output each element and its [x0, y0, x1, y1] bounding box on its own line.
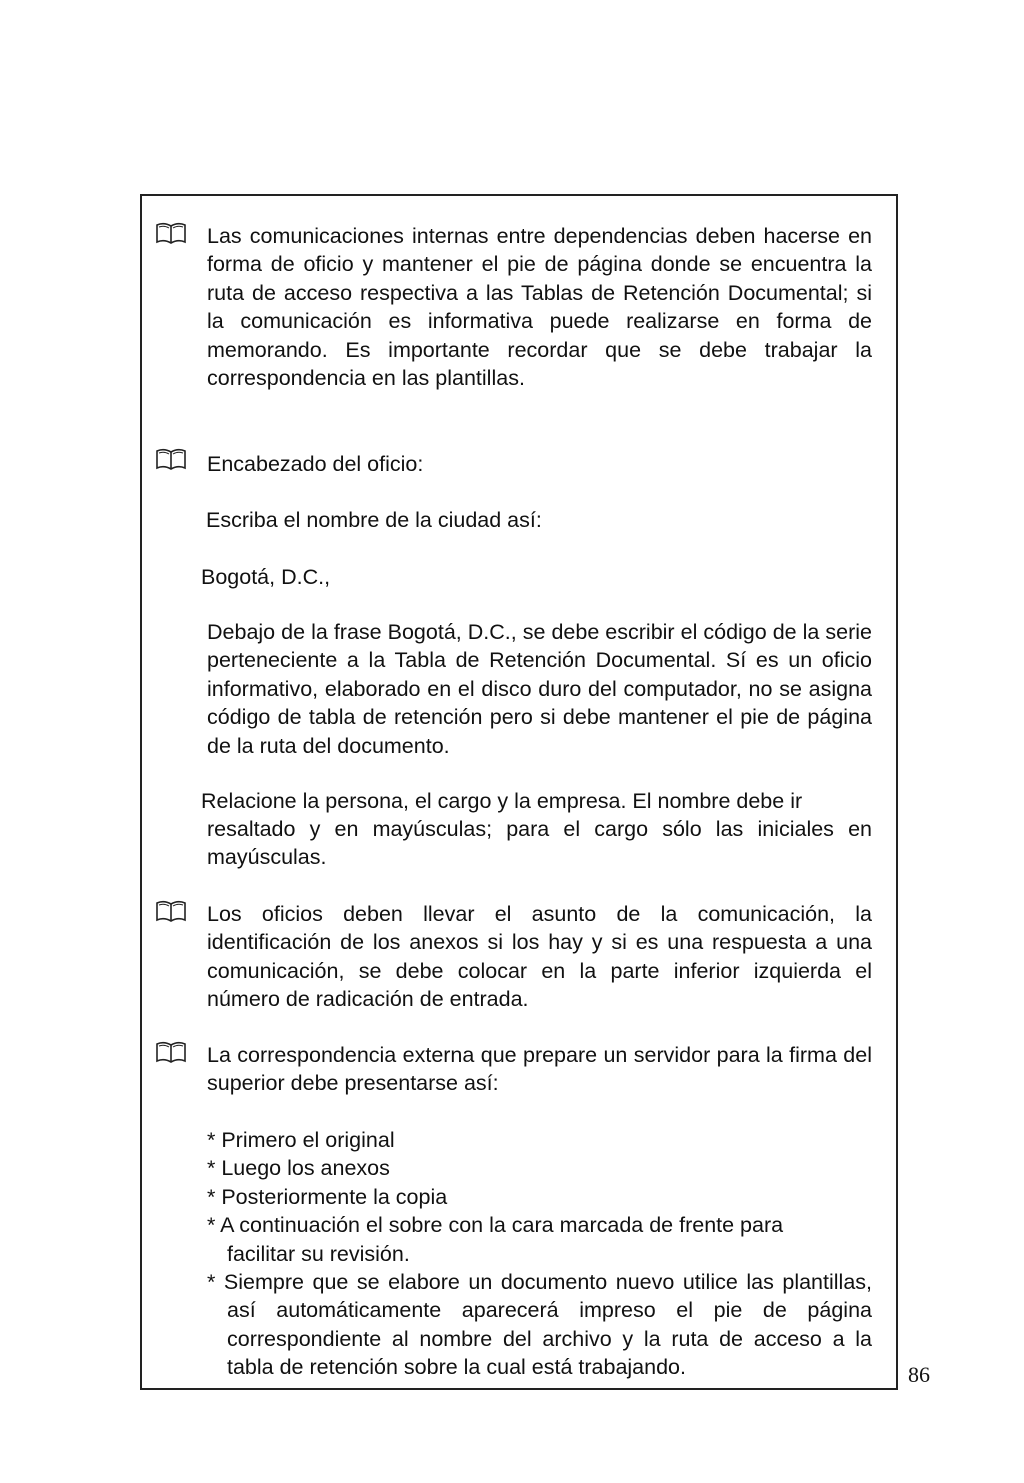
paragraph-recipient-first-line: Relacione la persona, el cargo y la empresa. El nombre debe ir	[201, 789, 803, 813]
book-icon	[155, 900, 187, 924]
paragraph-external-correspondence: La correspondencia externa que prepare un servidor para la firma del superior debe presentarse así:	[207, 1043, 872, 1096]
list-item: * A continuación el sobre con la cara marcada de frente para facilitar su revisión.	[207, 1213, 784, 1266]
list-item: * Primero el original	[207, 1128, 395, 1152]
paragraph-city-instruction: Escriba el nombre de la ciudad así:	[206, 508, 542, 532]
book-icon	[155, 222, 187, 246]
paragraph-header-title: Encabezado del oficio:	[207, 452, 424, 476]
paragraph-recipient-rest: resaltado y en mayúsculas; para el cargo sólo las iniciales en mayúsculas.	[207, 817, 872, 870]
presentation-order-list	[207, 1126, 872, 1382]
book-icon	[155, 448, 187, 472]
paragraph-internal-communications: Las comunicaciones internas entre dependencias deben hacerse en forma de oficio y mantener el pie de página donde se encuentra la ruta de acceso respectiva a las Tablas de Retención Documental; si la comunicación es informativa puede realizarse en forma de memorando. Es importante recordar que se debe trabajar la correspondencia en las plantillas.	[207, 224, 872, 391]
list-item: * Posteriormente la copia	[207, 1184, 448, 1209]
paragraph-city-example: Bogotá, D.C.,	[201, 565, 331, 589]
paragraph-code-instruction: Debajo de la frase Bogotá, D.C., se debe escribir el código de la serie perteneciente a la Tabla de Retención Documental. Sí es un oficio informativo, elaborado en el disco duro del computador, no se asigna código de tabla de retención pero si debe mantener el pie de página de la ruta del documento.	[207, 620, 872, 758]
paragraph-subject-annexes: Los oficios deben llevar el asunto de la comunicación, la identificación de los anexos si los hay y si es una respuesta a una comunicación, se debe colocar en la parte inferior izquierda el número de radicación de entrada.	[207, 902, 872, 1012]
book-icon	[155, 1041, 187, 1065]
list-item: * Luego los anexos	[207, 1156, 390, 1181]
list-item: * Siempre que se elabore un documento nuevo utilice las plantillas, así automáticamente aparecerá impreso el pie de página correspondiente al nombre del archivo y la ruta de acceso a la tabla de retención sobre la cual está trabajando.	[207, 1270, 872, 1380]
page-number: 86	[908, 1362, 930, 1387]
